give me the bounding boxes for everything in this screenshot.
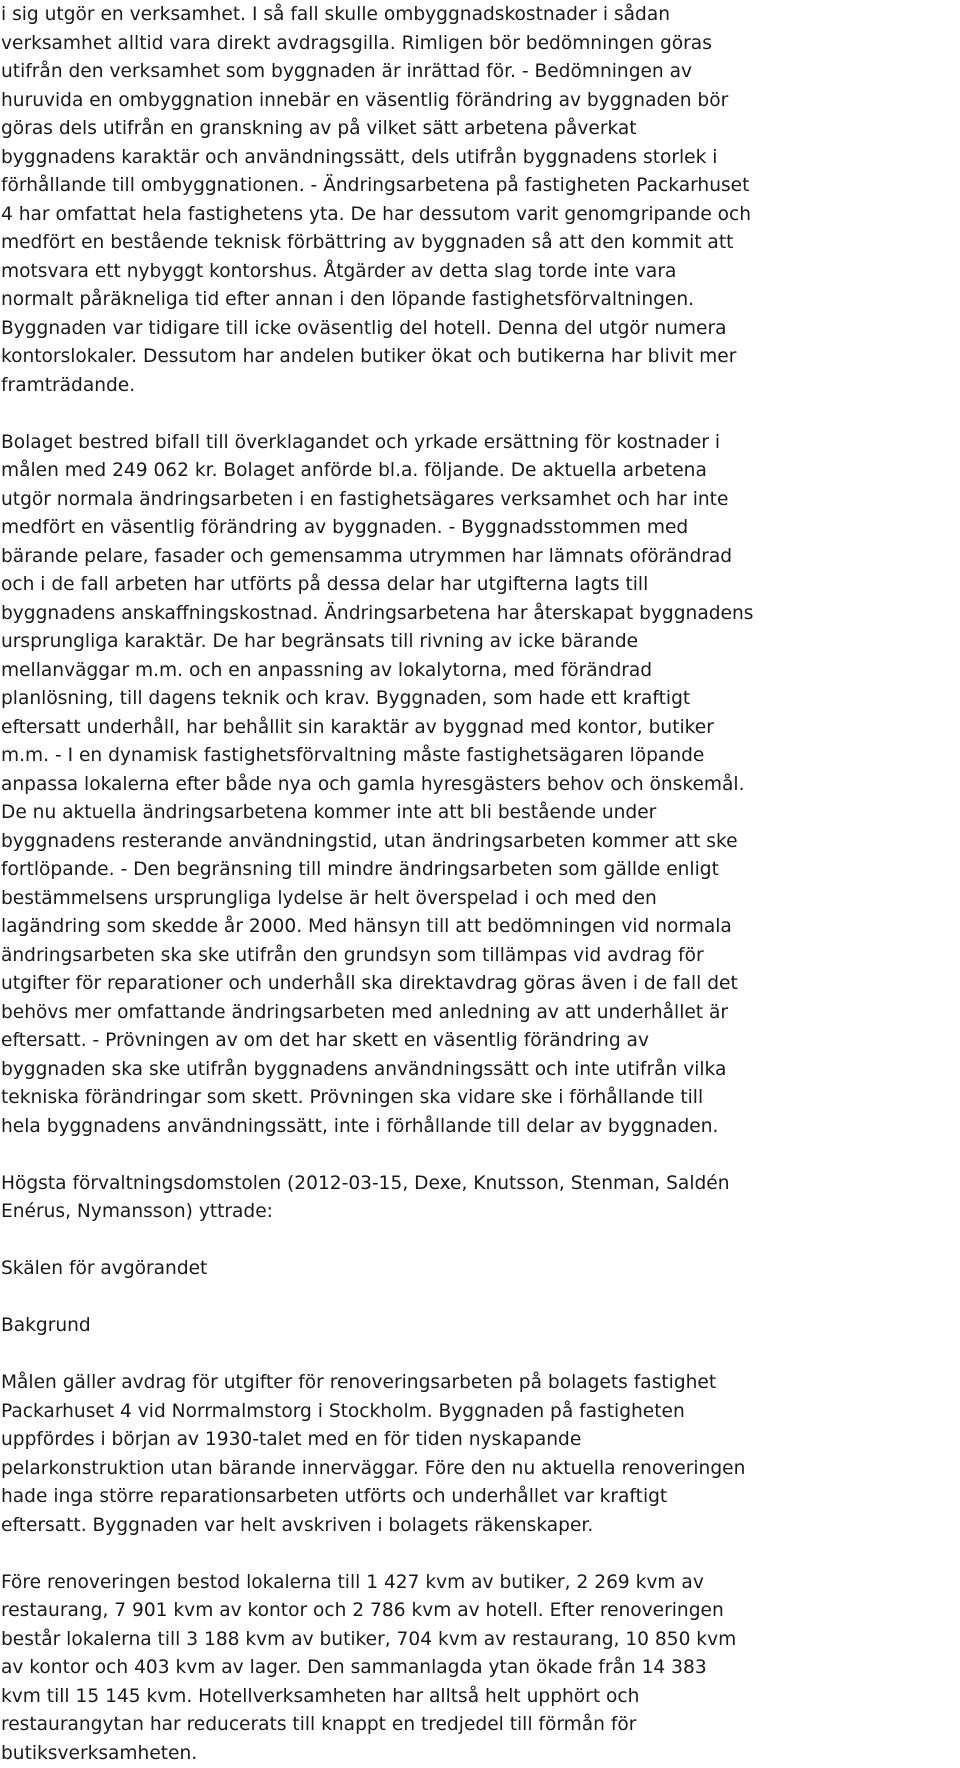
text-line: och i de fall arbeten har utförts på dessa delar har utgifterna lagts till [1,574,649,595]
text-line: eftersatt underhåll, har behållit sin karaktär av byggnad med kontor, butiker [1,716,714,738]
text-line: eftersatt. Byggnaden var helt avskriven i bolagets räkenskaper. [1,1514,594,1536]
text-line: normalt påräkneliga tid efter annan i den löpande fastighetsförvaltningen. [1,289,695,310]
text-line: byggnaden ska ske utifrån byggnadens användningssätt och inte utifrån vilka [1,1058,727,1080]
text-line: byggnadens karaktär och användningssätt, dels utifrån byggnadens storlek i [1,146,718,168]
text-line: Skälen för avgörandet [1,1258,208,1279]
text-line: Målen gäller avdrag för utgifter för renoveringsarbeten på bolagets fastighet [1,1372,717,1393]
text-line: motsvara ett nybyggt kontorshus. Åtgärder av detta slag torde inte vara [1,260,677,282]
text-line: medfört en bestående teknisk förbättring av byggnaden så att den kommit att [1,232,734,253]
text-line: tekniska förändringar som skett. Prövningen ska vidare ske i förhållande till [1,1087,704,1108]
text-line: anpassa lokalerna efter både nya och gamla hyresgästers behov och önskemål. [1,773,745,795]
text-line: består lokalerna till 3 188 kvm av butiker, 704 kvm av restaurang, 10 850 kvm [1,1628,737,1650]
text-line: kontorslokaler. Dessutom har andelen butiker ökat och butikerna har blivit mer [1,346,737,367]
text-line: Enérus, Nymansson) yttrade: [1,1201,273,1222]
text-line: uppfördes i början av 1930-talet med en för tiden nyskapande [1,1429,582,1450]
text-line: lagändring som skedde år 2000. Med hänsyn till att bedömningen vid normala [1,916,732,937]
text-line: kvm till 15 145 kvm. Hotellverksamheten har alltså helt upphört och [1,1685,640,1707]
text-line: De nu aktuella ändringsarbetena kommer inte att bli bestående under [1,802,657,823]
paragraph [1,1170,958,1227]
text-line: Bolaget bestred bifall till överklagandet och yrkade ersättning för kostnader i [1,431,721,453]
text-line: byggnadens resterande användningstid, utan ändringsarbeten kommer att ske [1,830,738,852]
text-line: verksamhet alltid vara direkt avdragsgilla. Rimligen bör bedömningen göras [1,32,712,54]
text-line: mellanväggar m.m. och en anpassning av lokalytorna, med förändrad [1,659,653,681]
text-line: huruvida en ombyggnation innebär en väsentlig förändring av byggnaden bör [1,89,729,111]
text-line: butiksverksamheten. [1,1742,198,1764]
text-line: byggnadens anskaffningskostnad. Ändringsarbetena har återskapat byggnadens [1,602,754,624]
text-line: Bakgrund [1,1315,91,1336]
text-line: bestämmelsens ursprungliga lydelse är helt överspelad i och med den [1,887,657,909]
paragraph [1,1312,958,1341]
text-line: Packarhuset 4 vid Norrmalmstorg i Stockholm. Byggnaden på fastigheten [1,1400,685,1422]
text-line: ändringsarbeten ska ske utifrån den grundsyn som tillämpas vid avdrag för [1,944,704,966]
text-line: i sig utgör en verksamhet. I så fall skulle ombyggnadskostnader i sådan [1,4,671,25]
text-line: av kontor och 403 kvm av lager. Den sammanlagda ytan ökade från 14 383 [1,1657,707,1678]
text-line: eftersatt. - Prövningen av om det har skett en väsentlig förändring av [1,1030,649,1051]
text-line: Byggnaden var tidigare till icke oväsentlig del hotell. Denna del utgör numera [1,317,727,339]
text-line: medfört en väsentlig förändring av byggnaden. - Byggnadsstommen med [1,517,689,538]
text-line: planlösning, till dagens teknik och krav. Byggnaden, som hade ett kraftigt [1,688,691,709]
text-line: ursprungliga karaktär. De har begränsats till rivning av icke bärande [1,631,639,652]
text-line: målen med 249 062 kr. Bolaget anförde bl.a. följande. De aktuella arbetena [1,460,707,481]
text-line: utifrån den verksamhet som byggnaden är inrättad för. - Bedömningen av [1,61,693,82]
text-line: hela byggnadens användningssätt, inte i förhållande till delar av byggnaden. [1,1115,719,1137]
paragraph [1,1,958,400]
text-line: restaurangytan har reducerats till knappt en tredjedel till förmån för [1,1714,637,1735]
text-line: utgör normala ändringsarbeten i en fastighetsägares verksamhet och har inte [1,488,729,510]
text-line: 4 har omfattat hela fastighetens yta. De har dessutom varit genomgripande och [1,203,752,225]
text-line: utgifter för reparationer och underhåll ska direktavdrag göras även i de fall det [1,973,738,994]
text-line: Före renoveringen bestod lokalerna till 1 427 kvm av butiker, 2 269 kvm av [1,1571,704,1593]
text-line: göras dels utifrån en granskning av på vilket sätt arbetena påverkat [1,118,637,139]
paragraph [1,1569,958,1768]
text-line: förhållande till ombyggnationen. - Ändringsarbetena på fastigheten Packarhuset [1,175,750,196]
paragraph [1,1255,958,1284]
text-line: pelarkonstruktion utan bärande innerväggar. Före den nu aktuella renoveringen [1,1457,746,1479]
text-line: restaurang, 7 901 kvm av kontor och 2 786 kvm av hotell. Efter renoveringen [1,1600,724,1621]
paragraph [1,1369,958,1540]
text-line: hade inga större reparationsarbeten utförts och underhållet var kraftigt [1,1486,668,1507]
text-line: fortlöpande. - Den begränsning till mindre ändringsarbeten som gällde enligt [1,859,719,880]
text-line: behövs mer omfattande ändringsarbeten med anledning av att underhållet är [1,1001,729,1023]
text-line: m.m. - I en dynamisk fastighetsförvaltning måste fastighetsägaren löpande [1,745,705,766]
text-line: framträdande. [1,374,136,396]
paragraph [1,429,958,1142]
text-line: Högsta förvaltningsdomstolen (2012-03-15, Dexe, Knutsson, Stenman, Saldén [1,1172,730,1194]
text-line: bärande pelare, fasader och gemensamma utrymmen har lämnats oförändrad [1,545,733,567]
